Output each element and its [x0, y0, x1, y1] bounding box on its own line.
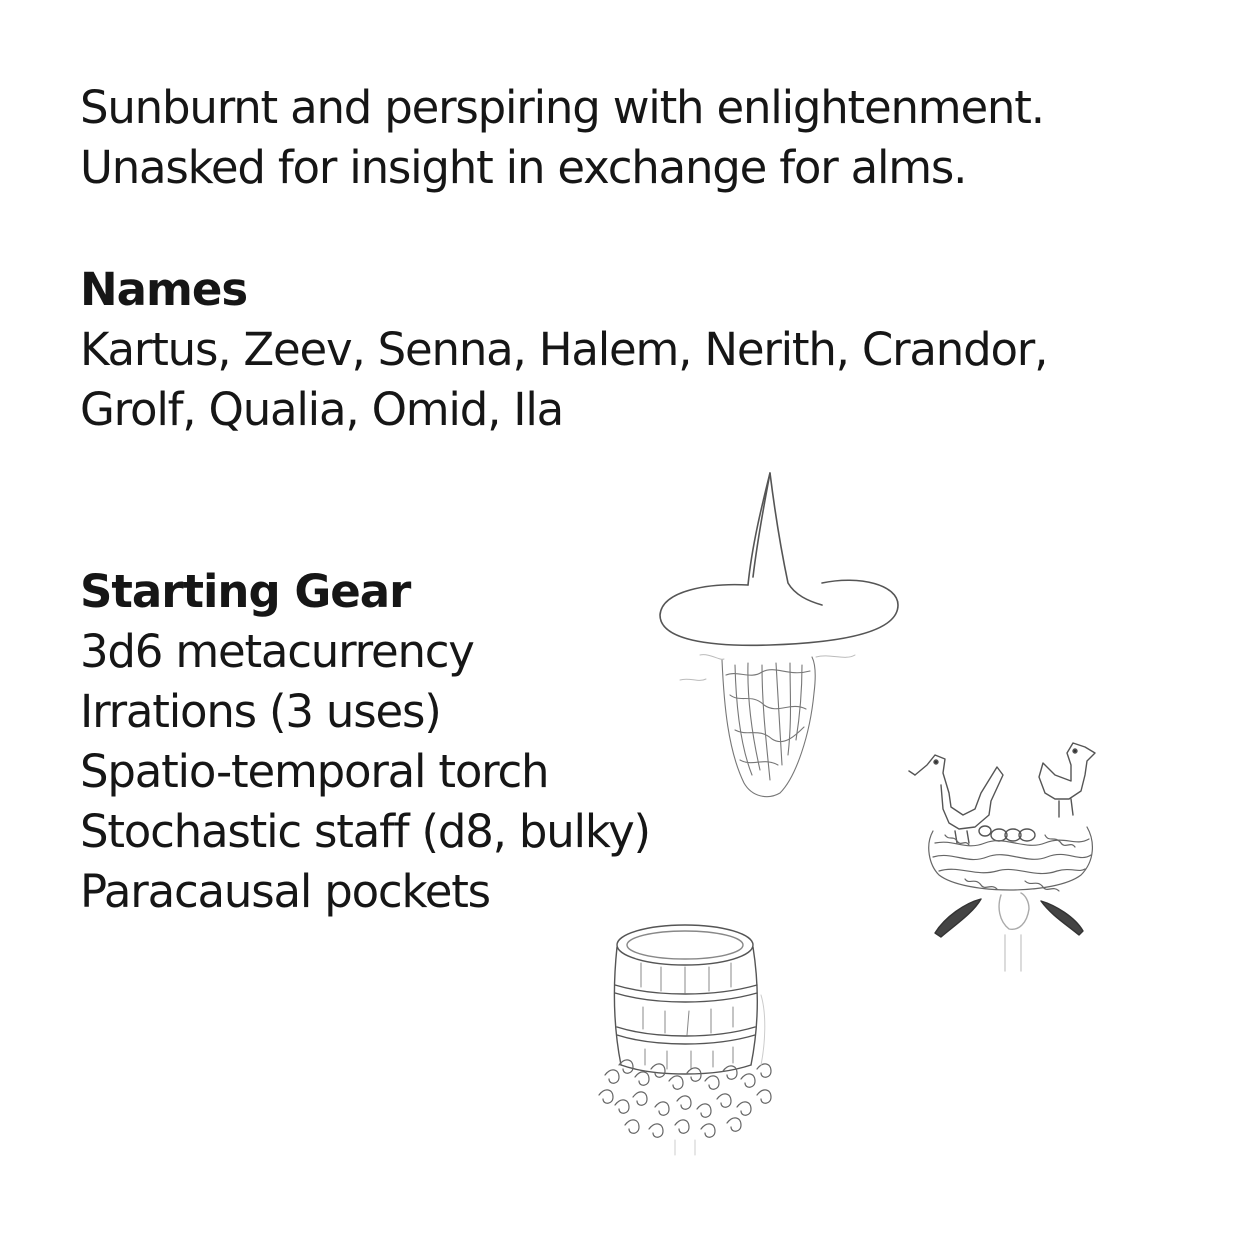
names-line: Grolf, Qualia, Omid, Ila — [80, 383, 564, 436]
barrel-head-sketch — [585, 915, 800, 1160]
intro-text — [80, 78, 1060, 198]
gear-item: Spatio-temporal torch — [80, 745, 549, 798]
gear-item: Irrations (3 uses) — [80, 685, 441, 738]
starting-gear-heading: Starting Gear — [80, 565, 411, 618]
gear-item: Stochastic staff (d8, bulky) — [80, 805, 650, 858]
gear-item: Paracausal pockets — [80, 865, 490, 918]
names-section — [80, 260, 1060, 440]
intro-line: Unasked for insight in exchange for alms. — [80, 141, 967, 194]
names-line: Kartus, Zeev, Senna, Halem, Nerith, Crandor, — [80, 323, 1048, 376]
intro-line: Sunburnt and perspiring with enlightenment. — [80, 81, 1044, 134]
wizard-hat-sketch — [640, 465, 920, 810]
names-heading: Names — [80, 263, 248, 316]
gear-item: 3d6 metacurrency — [80, 625, 474, 678]
birds-nest-sketch — [905, 735, 1115, 980]
